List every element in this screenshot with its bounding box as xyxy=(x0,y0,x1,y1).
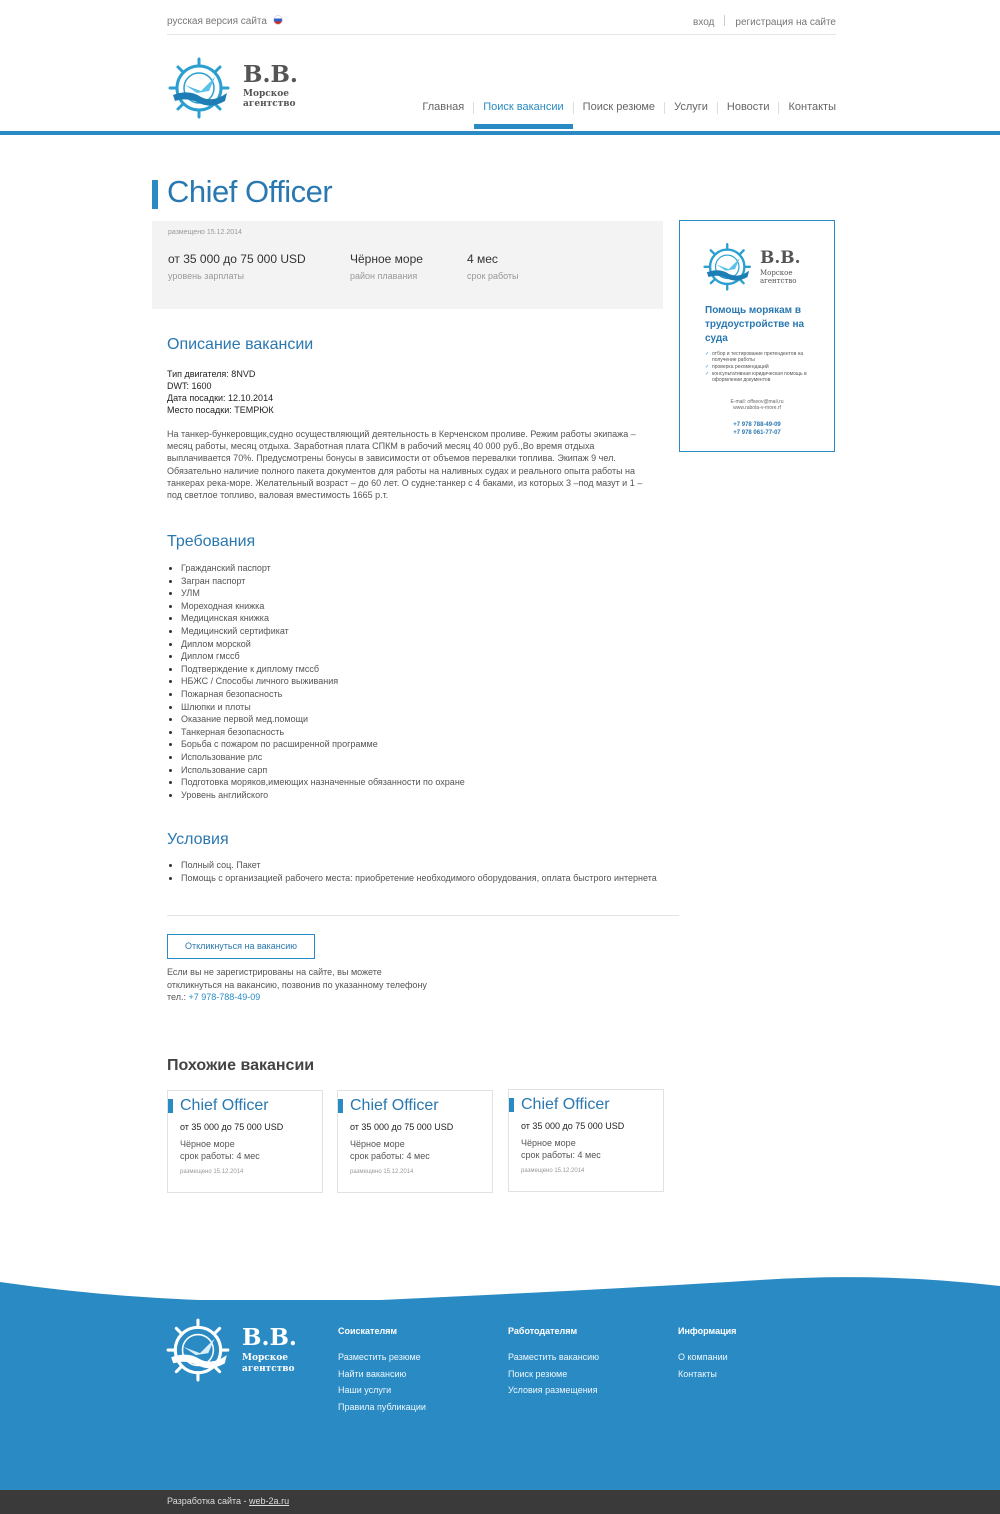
list-item: Оказание первой мед.помощи xyxy=(181,713,465,726)
footer-bottom-bar xyxy=(0,1490,1000,1514)
apply-phone-line xyxy=(167,991,427,1004)
list-item: УЛМ xyxy=(181,587,465,600)
ad-logo-line-1: Морское xyxy=(760,269,793,277)
ad-bullet: ✓ отбор и тестирование претендентов на получение работы xyxy=(705,351,825,363)
conditions-heading: Условия xyxy=(167,831,229,848)
card-title[interactable]: Chief Officer xyxy=(350,1097,439,1114)
footer-logo[interactable] xyxy=(165,1316,305,1382)
requirements-heading: Требования xyxy=(167,533,256,550)
term-label: срок работы xyxy=(467,271,519,281)
card-marker xyxy=(168,1099,173,1113)
nav-item-resume-search[interactable]: Поиск резюме xyxy=(582,101,656,113)
footer-column-heading: Информация xyxy=(678,1326,737,1336)
logo-name: В.В. xyxy=(243,61,298,88)
footer-link[interactable]: Найти вакансию xyxy=(338,1368,407,1379)
card-term: срок работы: 4 мес xyxy=(521,1150,601,1160)
footer-column-employers xyxy=(508,1326,599,1399)
footer xyxy=(0,1300,1000,1490)
ad-phone-1: +7 978 788-49-09 xyxy=(733,422,781,428)
ship-wheel-logo-icon xyxy=(702,241,754,291)
term-field xyxy=(467,252,519,281)
footer-link[interactable]: Контакты xyxy=(678,1368,717,1379)
footer-column-info xyxy=(678,1326,736,1382)
list-item: Борьба с пожаром по расширенной программе xyxy=(181,738,465,751)
ship-wheel-logo-icon xyxy=(167,55,233,119)
nav-item-contacts[interactable]: Контакты xyxy=(788,101,836,113)
ad-site: www.rabota-v-more.rf xyxy=(733,405,781,411)
main-nav xyxy=(413,101,836,127)
developer-link[interactable]: web-2a.ru xyxy=(249,1496,290,1506)
auth-divider xyxy=(724,15,725,26)
card-marker xyxy=(509,1098,514,1112)
salary-value: от 35 000 до 75 000 USD xyxy=(168,252,306,266)
ad-headline: Помощь морякам в трудоустройстве на суда xyxy=(705,305,805,344)
ad-bullet: ✓ проверка рекомендаций xyxy=(705,364,825,370)
list-item: Шлюпки и плоты xyxy=(181,701,465,714)
footer-column-heading: Соискателям xyxy=(338,1326,398,1336)
card-posted: размещено 15.12.2014 xyxy=(350,1169,414,1175)
spec-dwt: DWT: 1600 xyxy=(167,381,212,391)
header-underline xyxy=(0,131,1000,135)
apply-note xyxy=(167,966,427,1004)
spec-boarding-place: Место посадки: ТЕМРЮК xyxy=(167,405,274,415)
list-item: Диплом морской xyxy=(181,638,465,651)
list-item: Полный соц. Пакет xyxy=(181,859,661,872)
footer-column-heading: Работодателям xyxy=(508,1326,578,1336)
auth-links xyxy=(693,15,836,28)
footer-link[interactable]: Наши услуги xyxy=(338,1385,392,1395)
card-term: срок работы: 4 мес xyxy=(350,1151,430,1161)
list-item: Подготовка моряков,имеющих назначенные обязанности по охране xyxy=(181,777,465,788)
language-switch[interactable] xyxy=(167,15,283,27)
card-salary: от 35 000 до 75 000 USD xyxy=(180,1122,284,1132)
description-heading: Описание вакансии xyxy=(167,336,314,353)
phone-label: тел.: xyxy=(167,992,186,1002)
nav-item-home[interactable]: Главная xyxy=(422,101,465,113)
card-posted: размещено 15.12.2014 xyxy=(180,1169,244,1175)
similar-heading: Похожие вакансии xyxy=(167,1057,315,1074)
description-text: На танкер-бункеровщик,судно осуществляющий деятельность в Керченском проливе. Режим работы экипажа – месяц работы, месяц отдыха. Заработная плата СПКМ в рабочий месяц 40 000 руб.,Во время отдыха выплачивается 70%. Предусмотрены бонусы в зависимости от объемов перевалки топлива. Экипаж 9 чел. Обязательно наличие полного пакета документов для работы на наливных судах и реального опыта работы на танкерах река-море. Желательный возраст – до 60 лет. О судне:танкер с 4 баками, из которых 3 –под мазут и 1 – под светлое топливо, валовая вместимость 1665 р.т. xyxy=(167,429,643,501)
spec-engine: Тип двигателя: 8NVD xyxy=(167,369,256,379)
list-item: Гражданский паспорт xyxy=(181,562,465,575)
nav-item-news[interactable]: Новости xyxy=(726,101,770,113)
card-details xyxy=(180,1138,260,1162)
footer-logo-subtitle xyxy=(242,1353,295,1375)
list-item: Мореходная книжка xyxy=(181,600,465,613)
card-title[interactable]: Chief Officer xyxy=(180,1097,269,1114)
ad-contacts xyxy=(680,399,834,411)
list-item: Уровень английского xyxy=(181,789,465,802)
ad-logo-name: В.В. xyxy=(760,248,801,268)
ad-email: E-mail: offseov@mail.ru xyxy=(730,399,784,405)
ad-phones xyxy=(680,421,834,437)
developer-label: Разработка сайта - xyxy=(167,1496,247,1506)
ad-logo-subtitle xyxy=(760,269,796,285)
spec-boarding-date: Дата посадки: 12.10.2014 xyxy=(167,393,274,403)
card-region: Чёрное море xyxy=(521,1138,576,1148)
list-item: Пожарная безопасность xyxy=(181,688,465,701)
footer-link[interactable]: Поиск резюме xyxy=(508,1368,568,1379)
card-title[interactable]: Chief Officer xyxy=(521,1096,610,1113)
list-item: Медицинская книжка xyxy=(181,612,465,625)
footer-link[interactable]: О компании xyxy=(678,1352,728,1362)
ship-wheel-logo-icon xyxy=(165,1316,233,1382)
card-details xyxy=(350,1138,430,1162)
page-title: Chief Officer xyxy=(167,174,333,209)
nav-item-services[interactable]: Услуги xyxy=(674,101,708,113)
list-item: Помощь с организацией рабочего места: приобретение необходимого оборудования, оплата быстрого интернета xyxy=(181,872,661,885)
list-item: Диплом гмссб xyxy=(181,650,465,663)
region-field xyxy=(350,252,423,281)
footer-link[interactable]: Разместить вакансию xyxy=(508,1352,599,1362)
logo-line-1: Морское xyxy=(243,89,289,99)
footer-logo-line-2: агентство xyxy=(242,1364,295,1374)
list-item: Использование рлс xyxy=(181,751,465,764)
ad-bullets xyxy=(705,351,825,384)
vacancy-specs xyxy=(167,368,274,416)
language-label[interactable]: русская версия сайта xyxy=(167,16,267,27)
ad-logo-line-2: агентство xyxy=(760,277,797,285)
footer-logo-name: В.В. xyxy=(242,1324,297,1351)
developer-credit xyxy=(167,1496,289,1506)
nav-item-vacancy-search[interactable]: Поиск вакансии xyxy=(474,101,572,127)
site-logo[interactable] xyxy=(167,55,307,119)
term-value: 4 мес xyxy=(467,252,498,266)
list-item: Использование сарп xyxy=(181,764,465,777)
card-salary: от 35 000 до 75 000 USD xyxy=(521,1121,625,1131)
list-item: Танкерная безопасность xyxy=(181,726,465,739)
salary-label: уровень зарплаты xyxy=(168,271,244,281)
similar-card[interactable] xyxy=(167,1090,323,1193)
list-item: НБЖС / Способы личного выживания xyxy=(181,675,465,688)
footer-column-seekers xyxy=(338,1326,426,1415)
conditions-list xyxy=(181,859,661,884)
section-divider xyxy=(167,915,679,916)
flag-ru-icon[interactable] xyxy=(273,15,283,25)
region-value: Чёрное море xyxy=(350,252,423,266)
logo-line-2: агентство xyxy=(243,99,296,109)
card-region: Чёрное море xyxy=(180,1139,235,1149)
footer-link[interactable]: Правила публикации xyxy=(338,1401,426,1412)
logo-subtitle xyxy=(243,89,296,109)
list-item: Подтверждение к диплому гмссб xyxy=(181,663,465,676)
footer-link[interactable]: Условия размещения xyxy=(508,1385,598,1395)
card-marker xyxy=(338,1099,343,1113)
card-term: срок работы: 4 мес xyxy=(180,1151,260,1161)
footer-logo-line-1: Морское xyxy=(242,1353,288,1363)
apply-note-line-2: откликнуться на вакансию, позвонив по указанному телефону xyxy=(167,979,427,990)
register-link[interactable]: регистрация на сайте xyxy=(735,17,836,28)
apply-note-line-1: Если вы не зарегистрированы на сайте, вы можете xyxy=(167,967,382,977)
card-salary: от 35 000 до 75 000 USD xyxy=(350,1122,454,1132)
card-region: Чёрное море xyxy=(350,1139,405,1149)
region-label: район плавания xyxy=(350,271,418,281)
salary-field xyxy=(168,252,306,281)
card-details xyxy=(521,1137,601,1161)
vacancy-summary xyxy=(152,221,663,309)
title-marker xyxy=(152,180,158,209)
top-bar xyxy=(167,13,836,35)
footer-link[interactable]: Разместить резюме xyxy=(338,1352,421,1362)
similar-card[interactable] xyxy=(508,1089,664,1192)
apply-button[interactable]: Откликнуться на вакансию xyxy=(167,934,315,959)
ad-phone-2: +7 978 061-77-07 xyxy=(733,430,781,436)
login-link[interactable]: вход xyxy=(693,17,715,28)
card-posted: размещено 15.12.2014 xyxy=(521,1168,585,1174)
requirements-list xyxy=(181,562,465,801)
ad-banner[interactable] xyxy=(679,220,835,452)
ad-bullet: ✓ консультативная юридическая помощь в оформлении документов xyxy=(705,371,825,383)
phone-link[interactable]: +7 978-788-49-09 xyxy=(188,992,261,1002)
list-item: Медицинский сертификат xyxy=(181,625,465,638)
similar-card[interactable] xyxy=(337,1090,493,1193)
posted-date: размещено 15.12.2014 xyxy=(168,229,242,236)
list-item: Загран паспорт xyxy=(181,575,465,588)
